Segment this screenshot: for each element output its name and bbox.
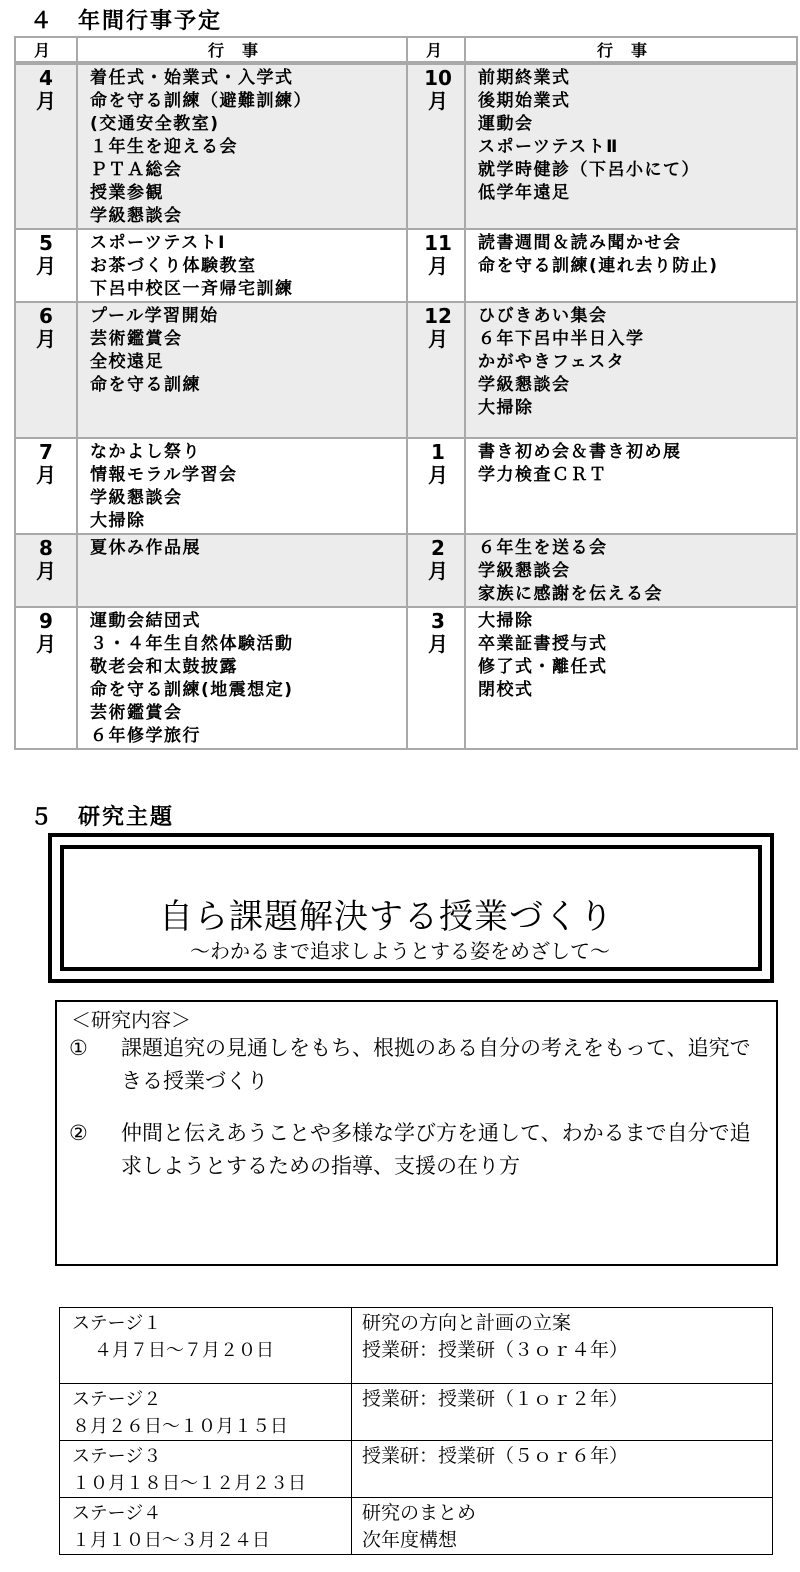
event-item: 情報モラル学習会 bbox=[90, 465, 238, 485]
month-unit: 月 bbox=[36, 254, 56, 278]
stage-cell bbox=[60, 1498, 352, 1555]
month-cell bbox=[15, 607, 77, 749]
stage-plan-line: 研究のまとめ bbox=[362, 1502, 477, 1524]
event-item: 命を守る訓練(地震想定) bbox=[90, 680, 294, 700]
events-cell bbox=[77, 607, 407, 749]
event-item: 運動会 bbox=[478, 114, 534, 134]
event-item: 命を守る訓練 bbox=[90, 375, 201, 395]
events-cell bbox=[77, 63, 407, 229]
month-number: 5 bbox=[39, 231, 53, 255]
event-item: なかよし祭り bbox=[90, 442, 201, 462]
events-cell bbox=[465, 302, 797, 438]
event-item: 夏休み作品展 bbox=[90, 538, 201, 558]
month-unit: 月 bbox=[428, 327, 448, 351]
stage-plan-cell bbox=[352, 1498, 773, 1555]
event-item: ＰＴＡ総会 bbox=[90, 160, 183, 180]
annual-schedule-table bbox=[14, 36, 798, 750]
section-4-heading: ４ 年間行事予定 bbox=[30, 9, 223, 34]
event-item: お茶づくり体験教室 bbox=[90, 256, 257, 276]
stages-table bbox=[59, 1307, 773, 1555]
month-number: 7 bbox=[39, 440, 53, 464]
schedule-row bbox=[15, 534, 797, 607]
event-item: 学級懇談会 bbox=[478, 561, 571, 581]
event-item: 下呂中校区一斉帰宅訓練 bbox=[90, 279, 294, 299]
event-item: 大掃除 bbox=[478, 398, 534, 418]
events-cell bbox=[465, 438, 797, 534]
month-unit: 月 bbox=[36, 463, 56, 487]
research-subtitle: 〜わかるまで追求しようとする姿をめざして〜 bbox=[190, 939, 610, 963]
events-cell bbox=[465, 534, 797, 607]
stage-cell bbox=[60, 1308, 352, 1384]
section-5-heading: ５ 研究主題 bbox=[30, 805, 175, 830]
month-cell bbox=[407, 607, 465, 749]
schedule-row bbox=[15, 63, 797, 229]
event-item: １年生を迎える会 bbox=[90, 137, 238, 157]
stage-range: １０月１８日〜１２月２３日 bbox=[72, 1473, 306, 1494]
stage-plan-cell bbox=[352, 1441, 773, 1498]
event-item: スポーツテストⅡ bbox=[478, 137, 619, 157]
month-number: 1 bbox=[431, 440, 445, 464]
research-content-box bbox=[55, 1000, 778, 1266]
event-item: 大掃除 bbox=[478, 611, 534, 631]
event-item: 着任式・始業式・入学式 bbox=[90, 68, 294, 88]
event-item: 芸術鑑賞会 bbox=[90, 329, 183, 349]
event-item: 運動会結団式 bbox=[90, 611, 201, 631]
month-unit: 月 bbox=[428, 632, 448, 656]
stage-name: ステージ２ bbox=[72, 1389, 162, 1410]
research-item-number: ① bbox=[69, 1036, 88, 1060]
event-item: 家族に感謝を伝える会 bbox=[478, 584, 663, 604]
event-item: かがやきフェスタ bbox=[478, 352, 626, 372]
event-item: 前期終業式 bbox=[478, 68, 571, 88]
research-item bbox=[69, 1117, 761, 1183]
event-item: 卒業証書授与式 bbox=[478, 634, 608, 654]
stage-plan-cell bbox=[352, 1308, 773, 1384]
event-item: ６年下呂中半日入学 bbox=[478, 329, 645, 349]
event-item: 読書週間＆読み聞かせ会 bbox=[478, 233, 682, 253]
month-cell bbox=[407, 302, 465, 438]
event-item: 全校遠足 bbox=[90, 352, 164, 372]
month-cell bbox=[15, 438, 77, 534]
event-item: 芸術鑑賞会 bbox=[90, 703, 183, 723]
stage-plan-line: 授業研：授業研（１ｏｒ２年） bbox=[362, 1388, 629, 1410]
month-cell bbox=[15, 63, 77, 229]
research-theme: 自ら課題解決する授業づくり bbox=[159, 897, 614, 937]
month-cell bbox=[407, 438, 465, 534]
schedule-row bbox=[15, 302, 797, 438]
schedule-row bbox=[15, 438, 797, 534]
stage-plan-line: 授業研：授業研（５ｏｒ６年） bbox=[362, 1445, 629, 1467]
event-item: 閉校式 bbox=[478, 680, 534, 700]
research-item-number: ② bbox=[69, 1121, 88, 1145]
stage-row bbox=[60, 1308, 773, 1384]
event-item: ６年生を送る会 bbox=[478, 538, 608, 558]
event-item: スポーツテストⅠ bbox=[90, 233, 226, 253]
stage-row bbox=[60, 1441, 773, 1498]
event-item: 修了式・離任式 bbox=[478, 657, 608, 677]
research-theme-frame bbox=[48, 833, 774, 983]
header-month: 月 bbox=[407, 37, 465, 63]
stage-row bbox=[60, 1384, 773, 1441]
event-item: 学級懇談会 bbox=[90, 206, 183, 226]
stage-range: １月１０日〜３月２４日 bbox=[72, 1530, 270, 1551]
schedule-header-row bbox=[15, 37, 797, 63]
schedule-row bbox=[15, 607, 797, 749]
event-item: 書き初め会＆書き初め展 bbox=[478, 442, 682, 462]
month-unit: 月 bbox=[428, 463, 448, 487]
event-item: 命を守る訓練（避難訓練） bbox=[90, 91, 312, 111]
month-number: 12 bbox=[424, 304, 452, 328]
stage-range: ４月７日〜７月２０日 bbox=[94, 1340, 274, 1361]
month-unit: 月 bbox=[36, 559, 56, 583]
event-item: 授業参観 bbox=[90, 183, 164, 203]
events-cell bbox=[465, 229, 797, 302]
event-item: 学級懇談会 bbox=[478, 375, 571, 395]
event-item: ３・４年生自然体験活動 bbox=[90, 634, 294, 654]
event-item: 命を守る訓練(連れ去り防止) bbox=[478, 256, 719, 276]
events-cell bbox=[77, 534, 407, 607]
month-number: 2 bbox=[431, 536, 445, 560]
research-theme-inner-frame bbox=[60, 845, 762, 971]
event-item: 敬老会和太鼓披露 bbox=[90, 657, 238, 677]
stage-plan-line: 授業研：授業研（３ｏｒ４年） bbox=[362, 1339, 629, 1361]
stage-plan-line: 次年度構想 bbox=[362, 1529, 458, 1551]
events-cell bbox=[465, 63, 797, 229]
events-cell bbox=[465, 607, 797, 749]
event-item: プール学習開始 bbox=[90, 306, 219, 326]
research-item-text: 仲間と伝えあうことや多様な学び方を通して、わかるまで自分で追求しようとするための指導、支援の在り方 bbox=[121, 1121, 751, 1178]
stage-cell bbox=[60, 1441, 352, 1498]
event-item: 後期始業式 bbox=[478, 91, 571, 111]
research-item bbox=[69, 1032, 761, 1098]
month-cell bbox=[15, 302, 77, 438]
event-item: 低学年遠足 bbox=[478, 183, 571, 203]
month-number: 9 bbox=[39, 609, 53, 633]
month-cell bbox=[407, 63, 465, 229]
event-item: 大掃除 bbox=[90, 511, 146, 531]
events-cell bbox=[77, 302, 407, 438]
month-cell bbox=[15, 534, 77, 607]
stage-name: ステージ１ bbox=[72, 1313, 162, 1334]
schedule-row bbox=[15, 229, 797, 302]
month-unit: 月 bbox=[428, 559, 448, 583]
month-unit: 月 bbox=[36, 327, 56, 351]
stage-plan-line: 研究の方向と計画の立案 bbox=[362, 1312, 572, 1334]
month-number: 6 bbox=[39, 304, 53, 328]
month-cell bbox=[407, 534, 465, 607]
month-number: 11 bbox=[424, 231, 452, 255]
research-content-label: ＜研究内容＞ bbox=[71, 1008, 191, 1032]
events-cell bbox=[77, 438, 407, 534]
header-events: 行事 bbox=[465, 37, 797, 63]
research-item-text: 課題追究の見通しをもち、根拠のある自分の考えをもって、追究できる授業づくり bbox=[121, 1036, 751, 1093]
month-unit: 月 bbox=[428, 254, 448, 278]
month-number: 3 bbox=[431, 609, 445, 633]
stage-name: ステージ４ bbox=[72, 1503, 162, 1524]
events-cell bbox=[77, 229, 407, 302]
event-item: 学級懇談会 bbox=[90, 488, 183, 508]
month-number: 8 bbox=[39, 536, 53, 560]
month-number: 4 bbox=[39, 66, 53, 90]
month-cell bbox=[407, 229, 465, 302]
stage-cell bbox=[60, 1384, 352, 1441]
stage-plan-cell bbox=[352, 1384, 773, 1441]
event-item: 就学時健診（下呂小にて） bbox=[478, 160, 700, 180]
month-number: 10 bbox=[424, 66, 452, 90]
header-month: 月 bbox=[15, 37, 77, 63]
stage-row bbox=[60, 1498, 773, 1555]
event-item: 学力検査ＣＲＴ bbox=[478, 465, 608, 485]
month-unit: 月 bbox=[36, 89, 56, 113]
month-cell bbox=[15, 229, 77, 302]
month-unit: 月 bbox=[428, 89, 448, 113]
event-item: ひびきあい集会 bbox=[478, 306, 608, 326]
month-unit: 月 bbox=[36, 632, 56, 656]
header-events: 行事 bbox=[77, 37, 407, 63]
stage-name: ステージ３ bbox=[72, 1446, 162, 1467]
stage-range: ８月２６日〜１０月１５日 bbox=[72, 1416, 288, 1437]
event-item: (交通安全教室) bbox=[90, 114, 220, 134]
event-item: ６年修学旅行 bbox=[90, 726, 201, 746]
